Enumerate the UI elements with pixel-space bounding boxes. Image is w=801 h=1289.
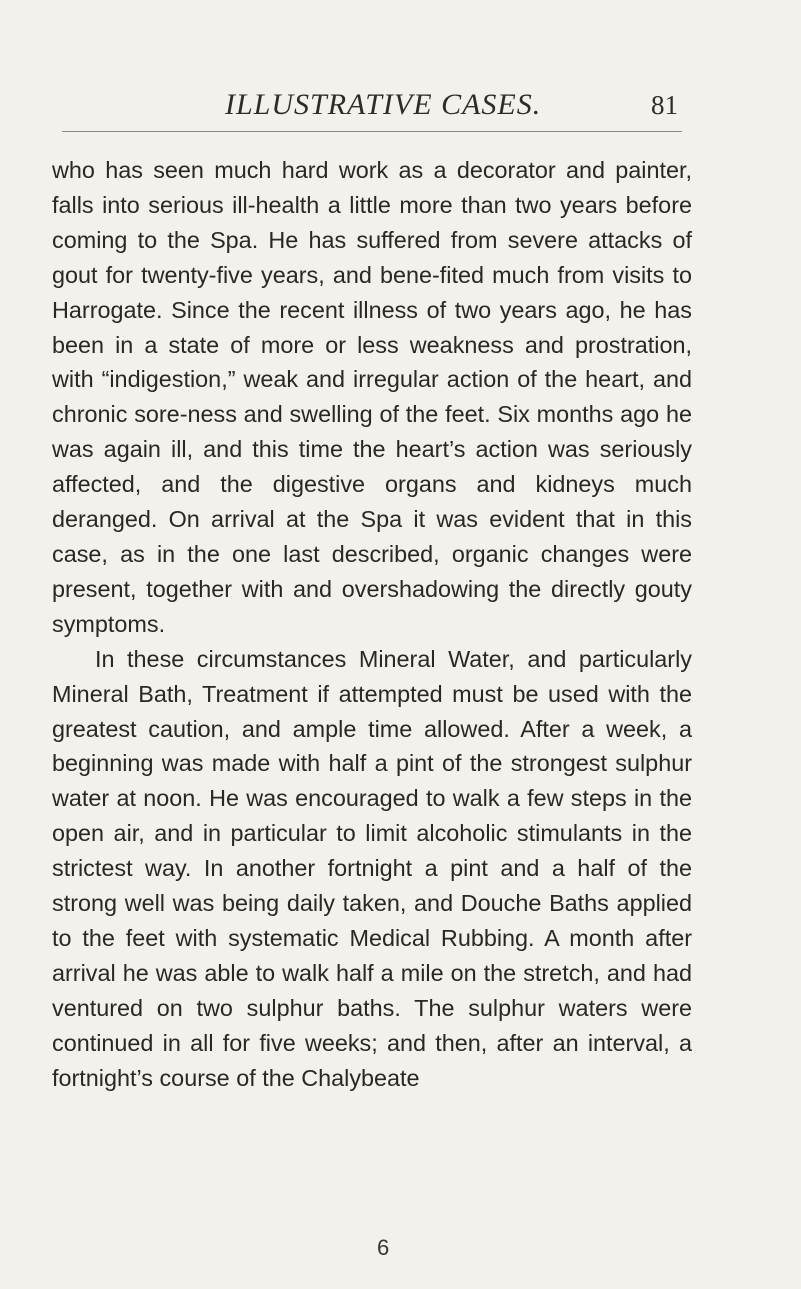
paragraph-treatment: In these circumstances Mineral Water, and particularly Mineral Bath, Treatment if attempted must be used with the greatest caution, and ample time allowed. After a week, a beginning was made with half a pint of the strongest sulphur water at noon. He was encouraged to walk a few steps in the open air, and in particular to limit alcoholic stimulants in the strictest way. In another fortnight a pint and a half of the strong well was being daily taken, and Douche Baths applied to the feet with systematic Medical Rubbing. A month after arrival he was able to walk half a mile on the stretch, and had ventured on two sulphur baths. The sulphur waters were continued in all for five weeks; and then, after an interval, a fortnight’s course of the Chalybeate: [52, 645, 692, 1091]
running-title: ILLUSTRATIVE CASES.: [225, 88, 542, 121]
signature-mark: 6: [377, 1235, 390, 1260]
paragraph-continuation: who has seen much hard work as a decorator and painter, falls into serious ill-health a little more than two years before coming to the Spa. He has suffered from severe attacks of gout for twenty-five years, and bene-fited much from visits to Harrogate. Since the recent illness of two years ago, he has been in a state of more or less weakness and prostration, with “indigestion,” weak and irregular action of the heart, and chronic sore-ness and swelling of the feet. Six months ago he was again ill, and this time the heart’s action was seriously affected, and the digestive organs and kidneys much deranged. On arrival at the Spa it was evident that in this case, as in the one last described, organic changes were present, together with and overshadowing the directly gouty symptoms.: [52, 157, 692, 637]
page-number: 81: [651, 90, 678, 120]
running-head: [0, 88, 801, 128]
header-rule: [62, 131, 682, 132]
body-text: [52, 153, 692, 1095]
